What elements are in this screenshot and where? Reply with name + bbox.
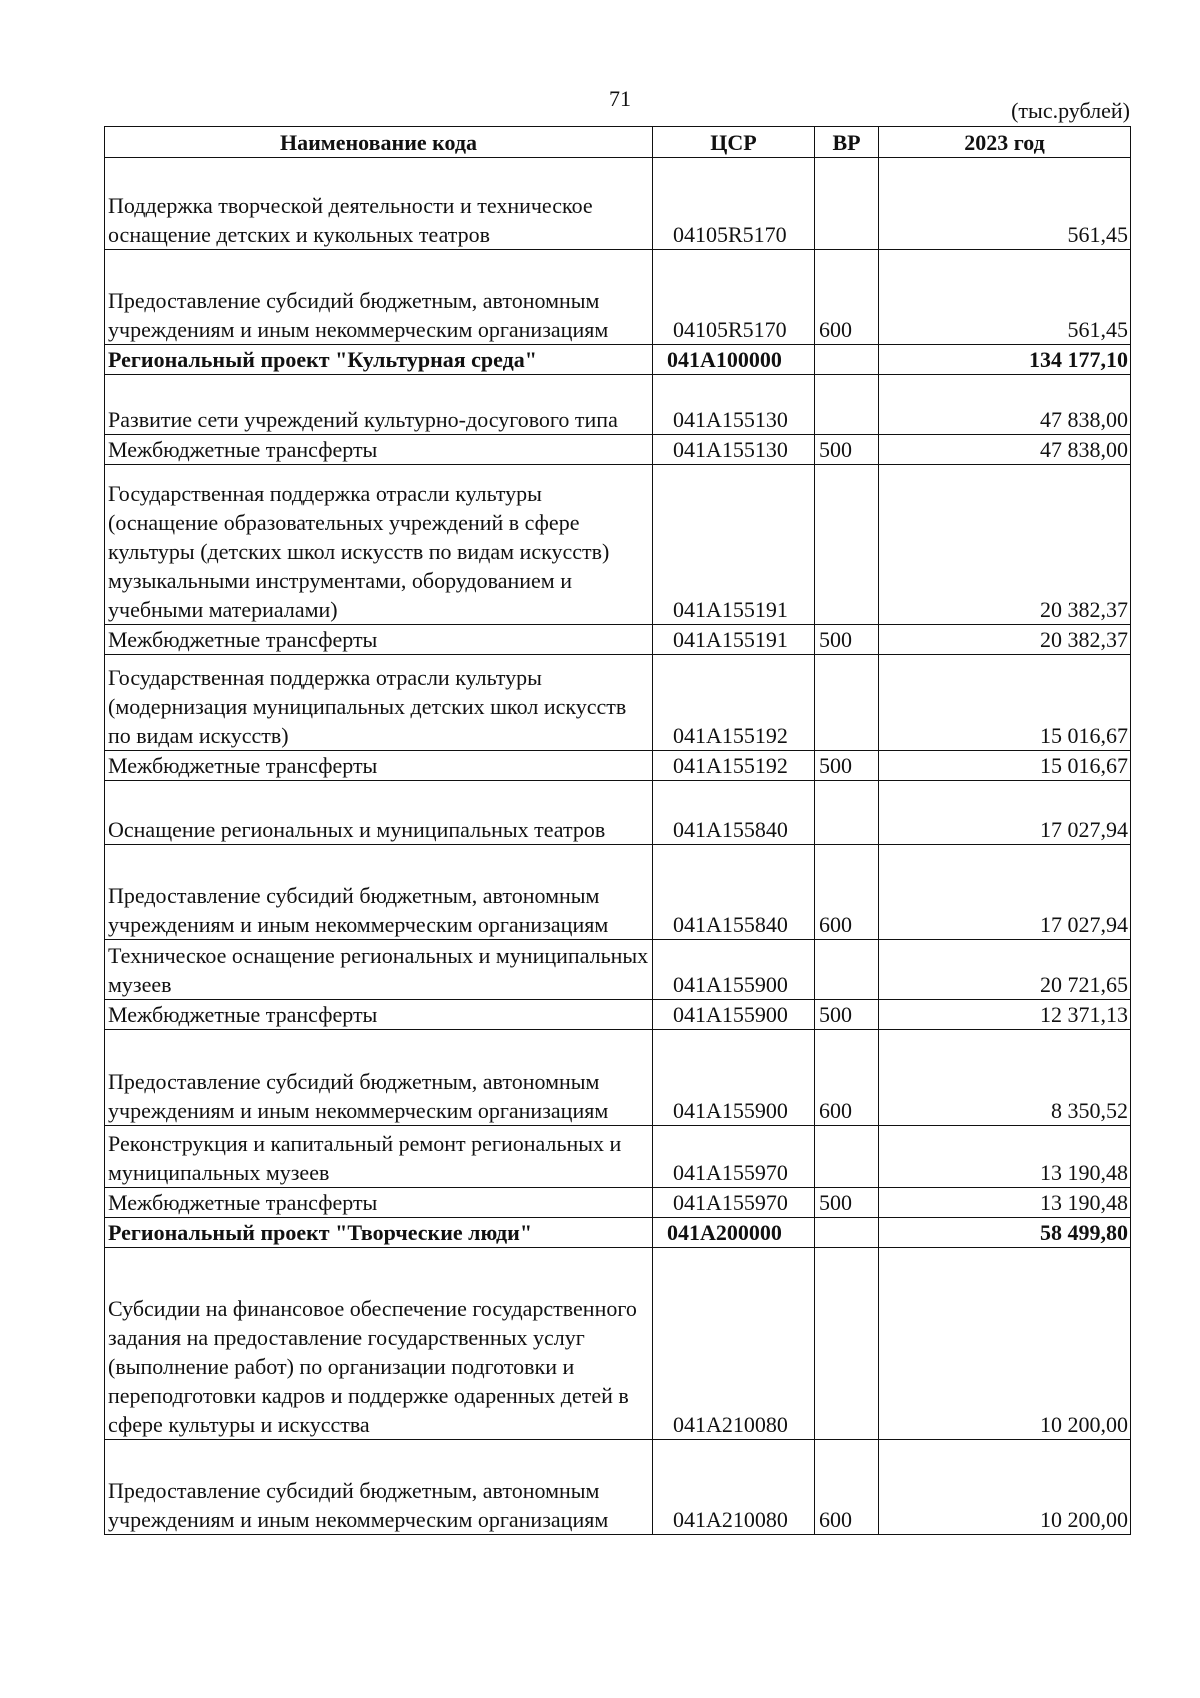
table-row xyxy=(105,940,1131,1000)
row-name: Межбюджетные трансферты xyxy=(105,751,653,781)
row-sum: 10 200,00 xyxy=(879,1440,1131,1535)
row-sum: 15 016,67 xyxy=(879,751,1131,781)
row-name: Государственная поддержка отрасли культуры (модернизация муниципальных детских школ искусств по видам искусств) xyxy=(105,655,653,751)
row-csr: 041A155970 xyxy=(653,1126,815,1188)
row-name: Субсидии на финансовое обеспечение государственного задания на предоставление государственных услуг (выполнение работ) по организации подготовки и переподготовки кадров и поддержке одаренных детей в сфере культуры и искусства xyxy=(105,1248,653,1440)
row-sum: 17 027,94 xyxy=(879,781,1131,845)
row-vr: 500 xyxy=(815,625,879,655)
row-sum: 47 838,00 xyxy=(879,375,1131,435)
row-sum: 12 371,13 xyxy=(879,1000,1131,1030)
header-name: Наименование кода xyxy=(105,127,653,158)
table-row xyxy=(105,1440,1131,1535)
row-name: Межбюджетные трансферты xyxy=(105,1000,653,1030)
row-name: Предоставление субсидий бюджетным, автономным учреждениям и иным некоммерческим организациям xyxy=(105,250,653,345)
table-row xyxy=(105,465,1131,625)
row-csr: 041A155970 xyxy=(653,1188,815,1218)
row-vr xyxy=(815,345,879,375)
row-vr xyxy=(815,1218,879,1248)
table-row xyxy=(105,1248,1131,1440)
row-sum: 15 016,67 xyxy=(879,655,1131,751)
table-row xyxy=(105,845,1131,940)
row-name: Межбюджетные трансферты xyxy=(105,625,653,655)
row-sum: 20 382,37 xyxy=(879,625,1131,655)
row-sum: 17 027,94 xyxy=(879,845,1131,940)
row-sum: 561,45 xyxy=(879,250,1131,345)
row-csr: 04105R5170 xyxy=(653,250,815,345)
row-sum: 58 499,80 xyxy=(879,1218,1131,1248)
row-csr: 041A155840 xyxy=(653,845,815,940)
row-name: Реконструкция и капитальный ремонт региональных и муниципальных музеев xyxy=(105,1126,653,1188)
row-vr: 500 xyxy=(815,751,879,781)
row-name: Межбюджетные трансферты xyxy=(105,1188,653,1218)
table-row xyxy=(105,781,1131,845)
row-sum: 10 200,00 xyxy=(879,1248,1131,1440)
row-csr: 041A155192 xyxy=(653,751,815,781)
table-row xyxy=(105,1188,1131,1218)
header-csr: ЦСР xyxy=(653,127,815,158)
row-vr: 600 xyxy=(815,1030,879,1126)
header-sum: 2023 год xyxy=(879,127,1131,158)
table-row xyxy=(105,1030,1131,1126)
row-sum: 47 838,00 xyxy=(879,435,1131,465)
row-vr xyxy=(815,655,879,751)
row-sum: 134 177,10 xyxy=(879,345,1131,375)
row-name: Региональный проект "Культурная среда" xyxy=(105,345,653,375)
page-number: 71 xyxy=(609,86,631,111)
row-sum: 13 190,48 xyxy=(879,1188,1131,1218)
row-csr: 041A155191 xyxy=(653,625,815,655)
table-row xyxy=(105,751,1131,781)
row-vr xyxy=(815,940,879,1000)
row-csr: 041A155840 xyxy=(653,781,815,845)
row-csr: 041A155192 xyxy=(653,655,815,751)
row-vr xyxy=(815,1126,879,1188)
row-name: Региональный проект "Творческие люди" xyxy=(105,1218,653,1248)
row-name: Предоставление субсидий бюджетным, автономным учреждениям и иным некоммерческим организациям xyxy=(105,1440,653,1535)
row-csr: 041A155191 xyxy=(653,465,815,625)
budget-table xyxy=(104,126,1131,1535)
row-vr: 500 xyxy=(815,435,879,465)
table-row xyxy=(105,1126,1131,1188)
row-sum: 561,45 xyxy=(879,158,1131,250)
row-csr: 041A155900 xyxy=(653,1000,815,1030)
row-name: Поддержка творческой деятельности и техническое оснащение детских и кукольных театров xyxy=(105,158,653,250)
table-row xyxy=(105,625,1131,655)
row-name: Межбюджетные трансферты xyxy=(105,435,653,465)
row-vr: 500 xyxy=(815,1000,879,1030)
table-row-section xyxy=(105,1218,1131,1248)
table-row-section xyxy=(105,345,1131,375)
row-name: Предоставление субсидий бюджетным, автономным учреждениям и иным некоммерческим организациям xyxy=(105,845,653,940)
row-vr xyxy=(815,375,879,435)
row-sum: 20 382,37 xyxy=(879,465,1131,625)
row-csr: 041A155900 xyxy=(653,940,815,1000)
row-vr: 600 xyxy=(815,845,879,940)
table-row xyxy=(105,250,1131,345)
row-sum: 20 721,65 xyxy=(879,940,1131,1000)
row-sum: 8 350,52 xyxy=(879,1030,1131,1126)
row-name: Техническое оснащение региональных и муниципальных музеев xyxy=(105,940,653,1000)
row-csr: 041A155900 xyxy=(653,1030,815,1126)
table-row xyxy=(105,655,1131,751)
row-name: Развитие сети учреждений культурно-досугового типа xyxy=(105,375,653,435)
row-sum: 13 190,48 xyxy=(879,1126,1131,1188)
row-vr: 600 xyxy=(815,250,879,345)
row-vr xyxy=(815,781,879,845)
row-csr: 04105R5170 xyxy=(653,158,815,250)
row-name: Оснащение региональных и муниципальных театров xyxy=(105,781,653,845)
row-vr: 600 xyxy=(815,1440,879,1535)
row-csr: 041A210080 xyxy=(653,1248,815,1440)
table-header-row xyxy=(105,127,1131,158)
header-vr: ВР xyxy=(815,127,879,158)
table-row xyxy=(105,435,1131,465)
row-vr xyxy=(815,1248,879,1440)
row-csr: 041A210080 xyxy=(653,1440,815,1535)
row-csr: 041A155130 xyxy=(653,435,815,465)
row-csr: 041A200000 xyxy=(653,1218,815,1248)
row-csr: 041A155130 xyxy=(653,375,815,435)
row-vr xyxy=(815,158,879,250)
table-row xyxy=(105,158,1131,250)
row-vr xyxy=(815,465,879,625)
row-csr: 041A100000 xyxy=(653,345,815,375)
units-label: (тыс.рублей) xyxy=(1011,98,1130,123)
row-name: Предоставление субсидий бюджетным, автономным учреждениям и иным некоммерческим организациям xyxy=(105,1030,653,1126)
row-vr: 500 xyxy=(815,1188,879,1218)
row-name: Государственная поддержка отрасли культуры (оснащение образовательных учреждений в сфере культуры (детских школ искусств по видам искусств) музыкальными инструментами, оборудованием и учебными материалами) xyxy=(105,465,653,625)
table-row xyxy=(105,375,1131,435)
table-row xyxy=(105,1000,1131,1030)
